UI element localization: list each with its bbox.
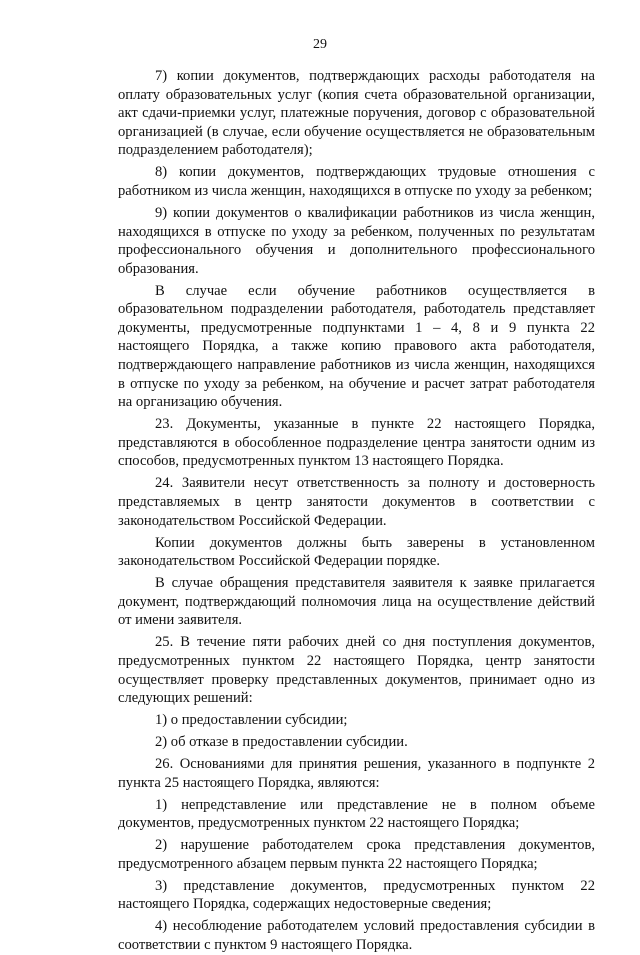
paragraph-decision-refusal: 2) об отказе в предоставлении субсидии. xyxy=(155,734,408,751)
document-body xyxy=(118,67,595,955)
paragraph-clause-26: 26. Основаниями для принятия решения, указанного в подпункте 2 пункта 25 настоящего Порядка, являются: xyxy=(118,756,595,791)
paragraph-ground-3: 3) представление документов, предусмотренных пунктом 22 настоящего Порядка, содержащих недостоверные сведения; xyxy=(118,877,595,913)
paragraph-ground-1: 1) непредставление или представление не в полном объеме документов, предусмотренных пунктом 22 настоящего Порядка; xyxy=(118,796,595,832)
paragraph-item-7-documents-expenses: 7) копии документов, подтверждающих расходы работодателя на оплату образовательных услуг (копия счета образовательной организации, акт сдачи-приемки услуг, платежные поручения, договор с образовательной организацией (в случае, если обучение осуществляется не образовательным подразделением работодателя); xyxy=(118,68,595,159)
paragraph-internal-training-case: В случае если обучение работников осуществляется в образовательном подразделении работодателя, работодатель представляет документы, предусмотренные подпунктами 1 – 4, 8 и 9 пункта 22 настоящего Порядка, а также копию правового акта работодателя, подтверждающего направление работников из числа женщин, находящихся в отпуске по уходу за ребенком, на обучение и расчет затрат работодателя на организацию обучения. xyxy=(118,282,595,411)
paragraph-representative-authority: В случае обращения представителя заявителя к заявке прилагается документ, подтверждающий полномочия лица на осуществление действий от имени заявителя. xyxy=(118,575,595,629)
paragraph-ground-2: 2) нарушение работодателем срока представления документов, предусмотренного абзацем первым пункта 22 настоящего Порядка; xyxy=(118,837,595,872)
paragraph-copies-certification: Копии документов должны быть заверены в установленном законодательством Российской Федерации порядке. xyxy=(118,534,595,570)
paragraph-item-8-labor-relations: 8) копии документов, подтверждающих трудовые отношения с работником из числа женщин, находящихся в отпуске по уходу за ребенком; xyxy=(118,164,595,199)
paragraph-clause-24: 24. Заявители несут ответственность за полноту и достоверность представляемых в центр занятости документов в соответствии с законодательством Российской Федерации. xyxy=(118,475,595,529)
paragraph-clause-25: 25. В течение пяти рабочих дней со дня поступления документов, предусмотренных пунктом 22 настоящего Порядка, центр занятости осуществляет проверку представленных документов, принимает одно из следующих решений: xyxy=(118,634,595,707)
page-number: 29 xyxy=(313,37,327,52)
paragraph-decision-grant: 1) о предоставлении субсидии; xyxy=(155,712,348,729)
paragraph-item-9-qualification-documents: 9) копии документов о квалификации работников из числа женщин, находящихся в отпуске по уходу за ребенком, полученных по результатам профессионального обучения и дополнительного профессионального образования. xyxy=(118,204,595,277)
paragraph-ground-4: 4) несоблюдение работодателем условий предоставления субсидии в соответствии с пунктом 9 настоящего Порядка. xyxy=(118,918,595,953)
paragraph-clause-23: 23. Документы, указанные в пункте 22 настоящего Порядка, представляются в обособленное подразделение центра занятости одним из способов, предусмотренных пунктом 13 настоящего Порядка. xyxy=(118,416,595,470)
